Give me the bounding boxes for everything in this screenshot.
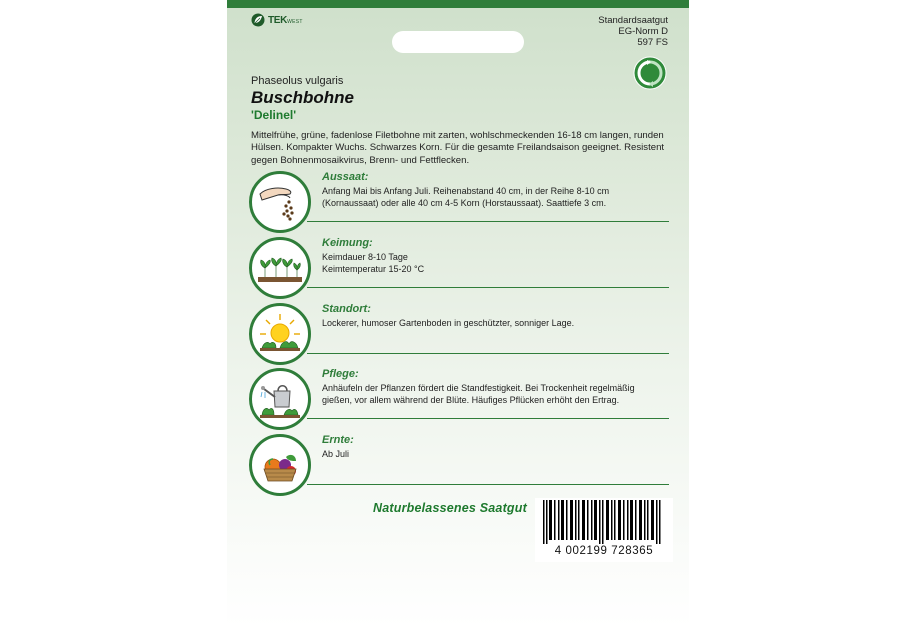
brand-logo: [251, 13, 303, 27]
leaf-logo-icon: [251, 13, 265, 27]
latin-name: Phaseolus vulgaris: [251, 75, 344, 87]
product-title: Buschbohne: [251, 88, 354, 107]
standard-line-2: EG-Norm D: [618, 26, 668, 37]
product-description: Mittelfrühe, grüne, fadenlose Filetbohne mit zarten, wohlschmeckenden 16-18 cm langen, runden Hülsen. Kompakter Wuchs. Schwarzes Korn. Für die gesamte Freilandsaison geeignet. Resistent gegen Bohnenmosaikvirus, Brenn- und Fettflecken.: [251, 130, 665, 166]
section-heading: Keimung:: [322, 237, 373, 249]
barcode-number: 4 002199 728365: [554, 545, 654, 557]
section-divider: [307, 221, 669, 222]
section-ernte: [249, 434, 669, 498]
footer-label: Naturbelassenes Saatgut: [373, 501, 527, 515]
section-text: Keimdauer 8-10 Tage Keimtemperatur 15-20 °C: [322, 252, 425, 274]
standard-line-3: 597 FS: [637, 37, 668, 48]
standard-info: [598, 15, 668, 48]
sun-icon: [256, 310, 304, 358]
watering-can-icon: [256, 375, 304, 423]
section-text: Lockerer, humoser Gartenboden in geschützter, sonniger Lage.: [322, 318, 575, 328]
section-heading: Pflege:: [322, 368, 359, 380]
barcode: [535, 498, 673, 562]
harvest-basket-icon: [256, 441, 304, 489]
green-dot-recycle-icon: [633, 56, 667, 90]
variety-name: 'Delinel': [251, 108, 297, 122]
section-divider: [307, 353, 669, 354]
seedlings-icon: [256, 244, 304, 292]
section-divider: [307, 287, 669, 288]
section-aussaat: [249, 171, 669, 235]
section-text: Anfang Mai bis Anfang Juli. Reihenabstand 40 cm, in der Reihe 8-10 cm (Kornaussaat) oder alle 40 cm 4-5 Korn (Horstaussaat). Saattiefe 3 cm.: [322, 186, 610, 208]
brand-name: TEKWEST: [268, 14, 303, 26]
section-divider: [307, 484, 669, 485]
section-pflege: [249, 368, 669, 432]
section-heading: Ernte:: [322, 434, 354, 446]
top-band: [227, 0, 689, 8]
barcode-bars: [535, 498, 673, 544]
section-keimung: [249, 237, 669, 301]
standard-line-1: Standardsaatgut: [598, 15, 668, 26]
seed-packet: [227, 0, 689, 627]
section-text: Ab Juli: [322, 449, 350, 459]
section-text: Anhäufeln der Pflanzen fördert die Standfestigkeit. Bei Trockenheit regelmäßig gießen, vor allem während der Blüte. Häufiges Pflücken erhöht den Ertrag.: [322, 383, 635, 405]
sowing-hand-icon: [256, 178, 304, 226]
hang-hole: [392, 31, 524, 53]
section-divider: [307, 418, 669, 419]
section-heading: Standort:: [322, 303, 371, 315]
section-standort: [249, 303, 669, 367]
section-heading: Aussaat:: [322, 171, 369, 183]
